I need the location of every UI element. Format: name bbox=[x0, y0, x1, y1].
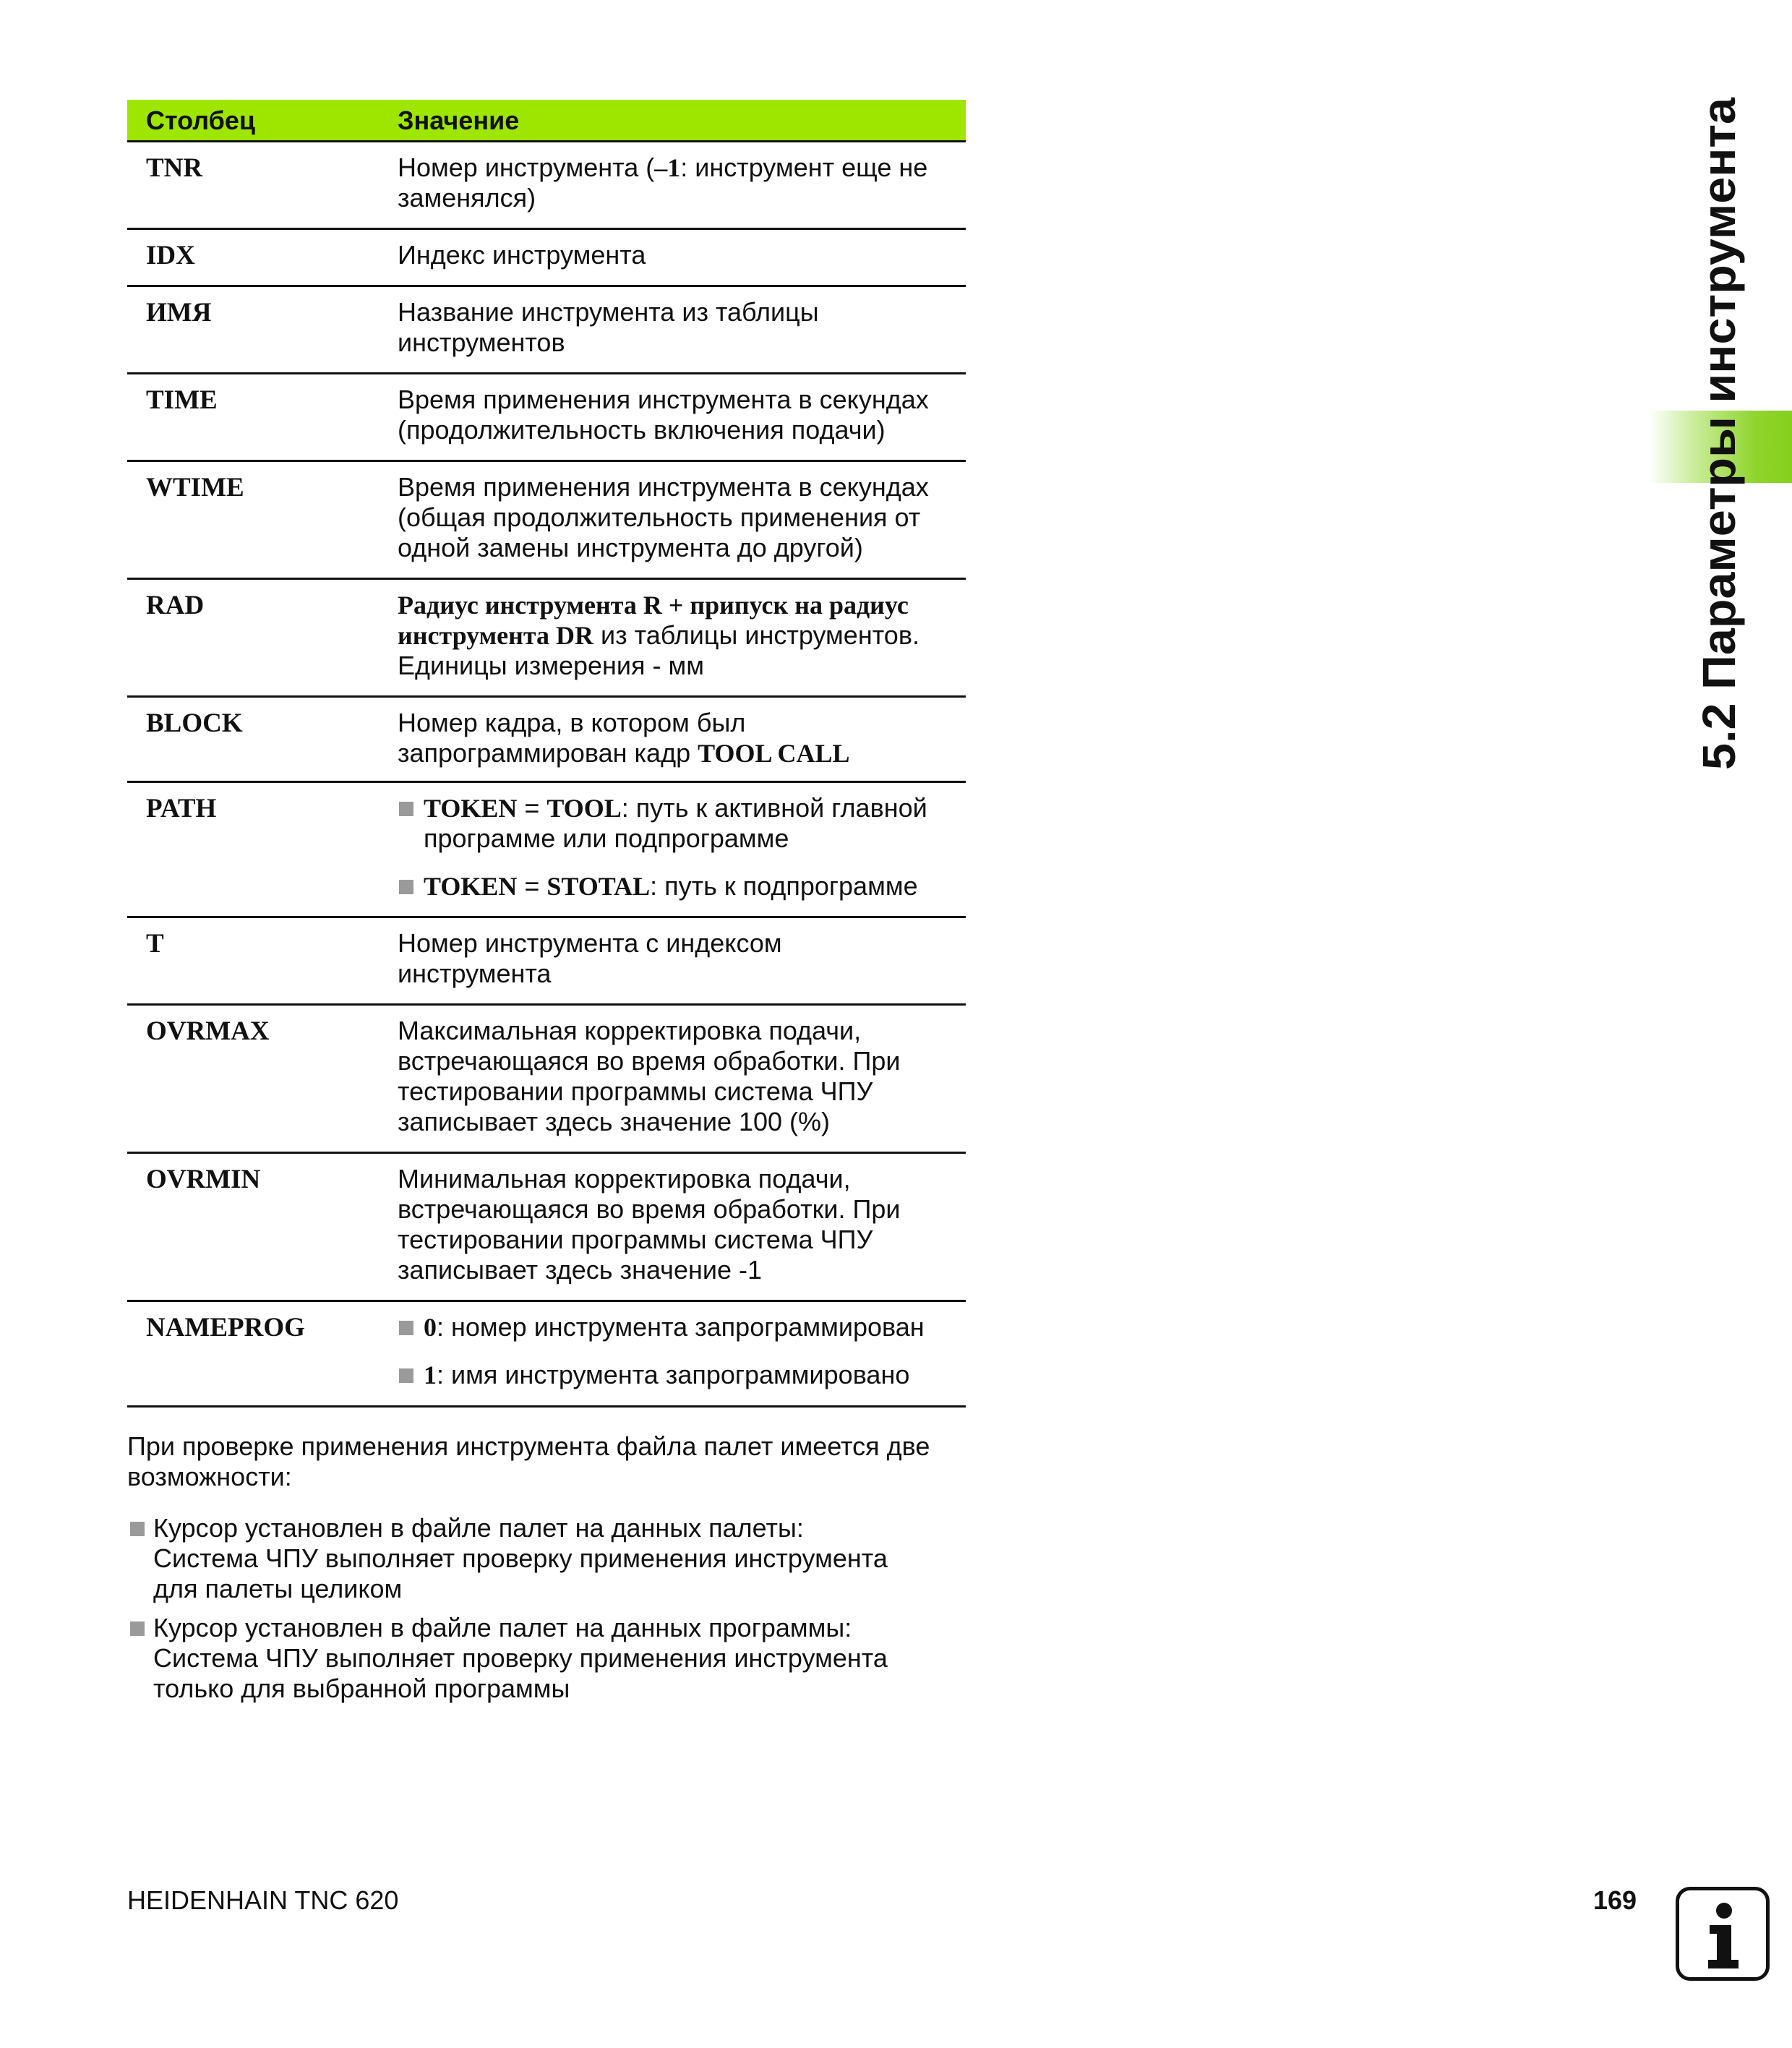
row-column: BLOCK bbox=[146, 708, 243, 738]
header-value: Значение bbox=[398, 106, 520, 135]
bullet-text: : имя инструмента запрограммировано bbox=[437, 1360, 910, 1389]
row-value bbox=[398, 1164, 961, 1285]
row-value bbox=[398, 240, 961, 270]
row-text: Номер кадра, в котором был bbox=[398, 708, 746, 737]
row-value bbox=[398, 385, 961, 445]
row-text-bold: инструмента DR bbox=[398, 621, 594, 650]
row-text-bold: –1 bbox=[654, 153, 681, 182]
row-text: встречающаяся во время обработки. При bbox=[398, 1194, 901, 1224]
row-text: (общая продолжительность применения от bbox=[398, 502, 921, 532]
table-row bbox=[127, 918, 966, 1006]
list-text: Система ЧПУ выполняет проверку применения инструмента bbox=[153, 1543, 888, 1573]
row-text: Минимальная корректировка подачи, bbox=[398, 1164, 851, 1194]
row-text: Номер инструмента с индексом bbox=[398, 928, 782, 958]
row-value bbox=[398, 472, 961, 563]
page-number: 169 bbox=[1593, 1885, 1637, 1915]
bullet-bold: TOKEN bbox=[424, 872, 518, 901]
list-text: Система ЧПУ выполняет проверку применения инструмента bbox=[153, 1643, 888, 1673]
bullet-bold: 0 bbox=[424, 1313, 437, 1342]
row-text: : инструмент еще не bbox=[680, 153, 928, 182]
row-value bbox=[398, 297, 961, 358]
row-text: записывает здесь значение -1 bbox=[398, 1255, 762, 1285]
square-bullet-icon bbox=[399, 1321, 413, 1335]
row-text: запрограммирован кадр bbox=[398, 738, 698, 768]
table-row bbox=[127, 230, 966, 287]
chapter-title-svg bbox=[1686, 94, 1751, 774]
info-icon bbox=[1676, 1887, 1770, 1981]
row-column: IDX bbox=[146, 241, 195, 270]
list-text: для палеты целиком bbox=[153, 1574, 403, 1603]
square-bullet-icon bbox=[399, 1368, 413, 1383]
square-bullet-icon bbox=[130, 1621, 145, 1636]
square-bullet-icon bbox=[399, 880, 413, 894]
table-row bbox=[127, 783, 966, 918]
row-value bbox=[398, 1312, 961, 1390]
list-text: только для выбранной программы bbox=[153, 1674, 570, 1703]
row-text: (продолжительность включения подачи) bbox=[398, 415, 886, 445]
table-row bbox=[127, 698, 966, 783]
bullet-item bbox=[398, 1312, 961, 1342]
chapter-title-text: 5.2 Параметры инструмента bbox=[1693, 123, 1745, 770]
row-text: инструмента bbox=[398, 959, 552, 988]
row-text: Максимальная корректировка подачи, bbox=[398, 1016, 862, 1045]
chapter-title bbox=[1686, 94, 1751, 774]
row-value bbox=[398, 153, 961, 213]
row-value bbox=[398, 928, 961, 989]
row-column: T bbox=[146, 929, 164, 959]
row-column: OVRMAX bbox=[146, 1016, 270, 1046]
row-column: RAD bbox=[146, 591, 205, 620]
row-text: Единицы измерения - мм bbox=[398, 651, 705, 680]
bullet-item bbox=[398, 1360, 961, 1390]
row-text-bold: Радиус инструмента R + припуск на радиус bbox=[398, 591, 909, 620]
footer-product: HEIDENHAIN TNC 620 bbox=[127, 1885, 399, 1915]
row-text: заменялся) bbox=[398, 183, 536, 213]
row-value bbox=[398, 793, 961, 901]
row-text: одной замены инструмента до другой) bbox=[398, 533, 863, 562]
row-text: тестировании программы система ЧПУ bbox=[398, 1225, 873, 1254]
row-column: WTIME bbox=[146, 473, 244, 502]
row-column: ИМЯ bbox=[146, 298, 212, 327]
row-text: записывает здесь значение 100 (%) bbox=[398, 1107, 831, 1136]
row-text: Время применения инструмента в секундах bbox=[398, 472, 929, 502]
table-row bbox=[127, 462, 966, 580]
bullet-text: = bbox=[517, 871, 547, 901]
row-text: Время применения инструмента в секундах bbox=[398, 385, 929, 414]
bullet-text: : путь к активной главной bbox=[621, 793, 927, 823]
table-header bbox=[127, 100, 966, 142]
bullet-text: = bbox=[517, 793, 547, 823]
row-value bbox=[398, 708, 961, 768]
intro-paragraph bbox=[127, 1431, 995, 1492]
bullet-bold: TOKEN bbox=[424, 794, 518, 823]
row-text: инструментов bbox=[398, 327, 565, 357]
bullet-item bbox=[398, 871, 961, 901]
table-row bbox=[127, 1302, 966, 1408]
row-value bbox=[398, 590, 961, 681]
bullet-bold: 1 bbox=[424, 1361, 437, 1389]
row-text: встречающаяся во время обработки. При bbox=[398, 1046, 901, 1076]
row-column: OVRMIN bbox=[146, 1165, 261, 1194]
info-glyph bbox=[1679, 1890, 1766, 1977]
bullet-bold: TOOL bbox=[546, 794, 622, 823]
row-column: TIME bbox=[146, 385, 218, 415]
row-value bbox=[398, 1016, 961, 1137]
row-text: тестировании программы система ЧПУ bbox=[398, 1076, 873, 1106]
table-row bbox=[127, 287, 966, 374]
table-row bbox=[127, 374, 966, 462]
intro-text: возможности: bbox=[127, 1462, 292, 1491]
row-column: PATH bbox=[146, 794, 217, 823]
table-row bbox=[127, 1006, 966, 1154]
row-text-bold: TOOL CALL bbox=[698, 739, 850, 768]
row-text: из таблицы инструментов. bbox=[593, 620, 919, 650]
row-text: Номер инструмента ( bbox=[398, 153, 655, 182]
row-column: TNR bbox=[146, 153, 203, 183]
row-text: Индекс инструмента bbox=[398, 240, 646, 270]
square-bullet-icon bbox=[399, 802, 413, 816]
bullet-text: : путь к подпрограмме bbox=[650, 871, 918, 901]
table-row bbox=[127, 1154, 966, 1302]
table-row bbox=[127, 142, 966, 230]
bullet-item bbox=[398, 793, 961, 854]
header-column: Столбец bbox=[146, 106, 256, 135]
row-column: NAMEPROG bbox=[146, 1313, 305, 1342]
parameter-table bbox=[127, 100, 966, 1408]
row-text: Название инструмента из таблицы bbox=[398, 297, 819, 327]
table-row bbox=[127, 580, 966, 698]
square-bullet-icon bbox=[130, 1522, 145, 1536]
bullet-text: программе или подпрограмме bbox=[424, 823, 789, 853]
intro-text: При проверке применения инструмента файла палет имеется две bbox=[127, 1431, 930, 1461]
bullet-bold: STOTAL bbox=[546, 872, 651, 901]
list-text: Курсор установлен в файле палет на данных палеты: bbox=[153, 1513, 804, 1543]
bullet-text: : номер инструмента запрограммирован bbox=[437, 1312, 925, 1342]
list-text: Курсор установлен в файле палет на данных программы: bbox=[153, 1613, 852, 1642]
